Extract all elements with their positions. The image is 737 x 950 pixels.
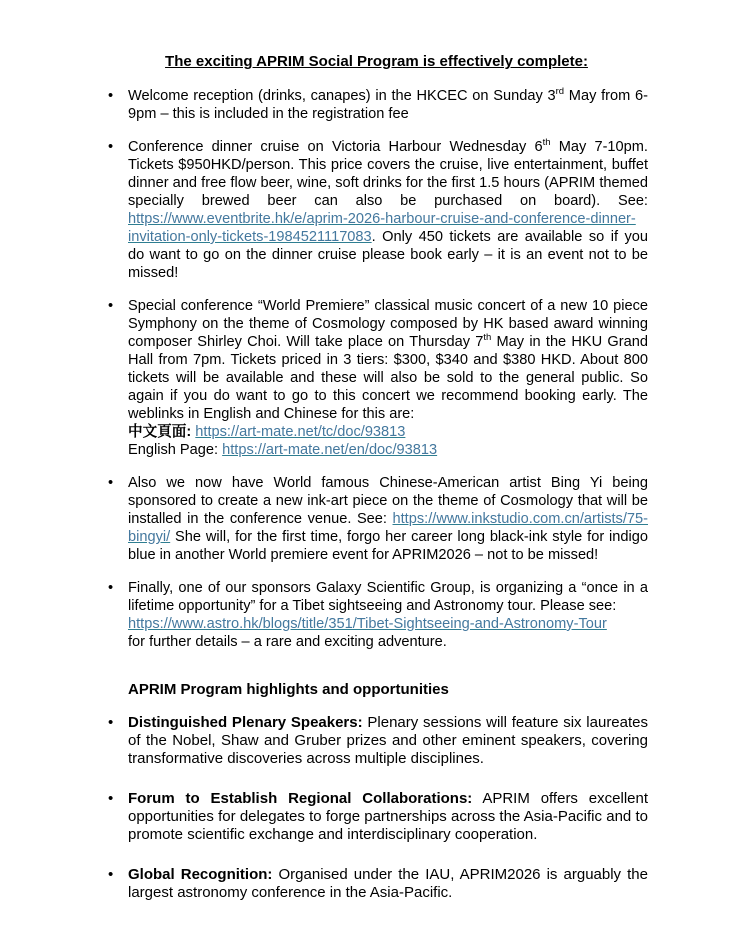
eventbrite-cruise-link[interactable]: https://www.eventbrite.hk/e/aprim-2026-harbour-cruise-and-conference-dinner-invitation-only-tickets-1984521117083 (128, 211, 636, 245)
english-page-label: English Page: (128, 442, 223, 458)
ordinal-superscript: th (542, 137, 551, 149)
chinese-page-label: 中文頁面: (128, 424, 196, 440)
list-item-ink-art (128, 474, 648, 564)
highlights-list (105, 714, 648, 902)
inkstudio-artist-link[interactable]: https://www.inkstudio.com.cn/artists/75-bingyi/ (128, 511, 648, 545)
social-program-list (105, 87, 648, 651)
bullet-text: APRIM offers excellent opportunities for delegates to forge partnerships across the Asia-Pacific and to promote scientific exchange and interdisciplinary cooperation. (128, 790, 648, 843)
chinese-page-line (128, 423, 648, 441)
list-item-premiere-concert (128, 297, 648, 459)
bullet-text: Conference dinner cruise on Victoria Harbour Wednesday 6 (128, 139, 543, 155)
bullet-text: Finally, one of our sponsors Galaxy Scientific Group, is organizing a “once in a lifetime opportunity” for a Tibet sightseeing and Astronomy tour. Please see: (128, 580, 648, 614)
bullet-text: . Only 450 tickets are available so if you do want to go on the dinner cruise please book early – it is an event not to be missed! (128, 229, 648, 281)
list-item-global-recognition (128, 866, 648, 902)
bullet-lead: Global Recognition: (128, 866, 273, 883)
ordinal-superscript: rd (555, 86, 565, 98)
bullet-text: Organised under the IAU, APRIM2026 is arguably the largest astronomy conference in the Asia-Pacific. (128, 866, 648, 901)
document-title: The exciting APRIM Social Program is effectively complete: (165, 53, 588, 70)
bullet-text: Special conference “World Premiere” classical music concert of a new 10 piece Symphony on the theme of Cosmology composed by HK based award winning composer Shirley Choi. Will take place on Thursday 7 (128, 298, 648, 350)
list-item-welcome-reception (128, 87, 648, 123)
list-item-plenary-speakers (128, 714, 648, 768)
bullet-text: Welcome reception (drinks, canapes) in the HKCEC on Sunday 3 (128, 88, 556, 104)
bullet-text: She will, for the first time, forgo her career long black-ink style for indigo blue in another World premiere event for APRIM2026 – not to be missed! (128, 529, 648, 563)
art-mate-en-link[interactable]: https://art-mate.net/en/doc/93813 (222, 442, 438, 458)
english-page-line (128, 441, 648, 459)
bullet-lead: Distinguished Plenary Speakers: (128, 714, 363, 731)
bullet-text: for further details – a rare and exciting adventure. (128, 634, 447, 650)
bullet-text: May 7-10pm. Tickets $950HKD/person. This price covers the cruise, live entertainment, buffet dinner and free flow beer, wine, soft drinks for the first 1.5 hours (APRIM themed specially brewed beer can also be purchased on board). See: (128, 139, 648, 209)
list-item-regional-collaborations (128, 790, 648, 844)
bullet-text: Plenary sessions will feature six laureates of the Nobel, Shaw and Gruber prizes and other eminent speakers, covering transformative discoveries across multiple disciplines. (128, 714, 649, 767)
astro-tibet-tour-link[interactable]: https://www.astro.hk/blogs/title/351/Tibet-Sightseeing-and-Astronomy-Tour (128, 616, 607, 632)
bullet-text: Also we now have World famous Chinese-American artist Bing Yi being sponsored to create a new ink-art piece on the theme of Cosmology that will be installed in the conference venue. See: (128, 475, 648, 527)
bullet-text: May from 6-9pm – this is included in the registration fee (128, 88, 648, 122)
bullet-text: May in the HKU Grand Hall from 7pm. Tickets priced in 3 tiers: $300, $340 and $380 HKD. About 800 tickets will be available and these will also be sold to the general public. So again if you do want to go to this concert we recommend booking early. The weblinks in English and Chinese for this are: (128, 334, 648, 422)
list-item-dinner-cruise (128, 138, 648, 282)
tibet-tour-link-line (128, 615, 648, 633)
ordinal-superscript: th (483, 332, 492, 344)
highlights-heading: APRIM Program highlights and opportunities (128, 681, 449, 698)
list-item-tibet-tour (128, 579, 648, 651)
bullet-lead: Forum to Establish Regional Collaborations: (128, 790, 473, 807)
art-mate-tc-link[interactable]: https://art-mate.net/tc/doc/93813 (195, 424, 406, 440)
